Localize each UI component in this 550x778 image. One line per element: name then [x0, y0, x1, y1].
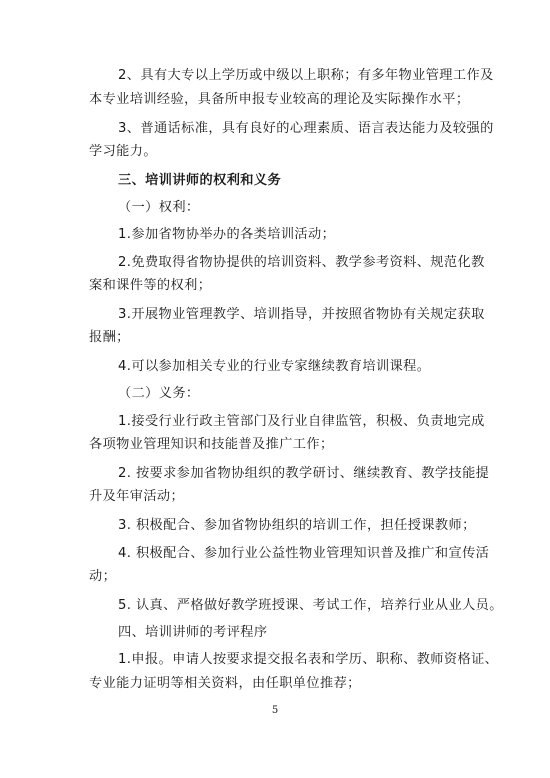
text-line: 3、普通话标准，具有良好的心理素质、语言表达能力及较强的: [118, 121, 494, 136]
subsection-heading: （二）义务：: [118, 386, 200, 401]
text-line: 2.免费取得省物协提供的培训资料、教学参考资料、规范化教: [118, 255, 485, 270]
text-line: 各项物业管理知识和技能普及推广工作；: [89, 437, 334, 452]
page-number: 5: [271, 705, 279, 716]
text-line: 报酬；: [89, 330, 130, 345]
text-line: 5. 认真、严格做好教学班授课、考试工作，培养行业从业人员。: [118, 598, 503, 613]
text-line: 案和课件等的权利；: [89, 278, 212, 293]
text-line: 专业能力证明等相关资料，由任职单位推荐；: [89, 676, 361, 691]
text-line: 3.开展物业管理教学、培训指导，并按照省物协有关规定获取: [118, 307, 485, 322]
text-line: 2、具有大专以上学历或中级以上职称；有多年物业管理工作及: [118, 68, 494, 83]
text-line: 1.参加省物协举办的各类培训活动；: [118, 227, 336, 242]
text-line: 动；: [89, 569, 117, 584]
text-line: 学习能力。: [89, 144, 157, 159]
text-line: 升及年审活动；: [89, 489, 185, 504]
text-line: 2. 按要求参加省物协组织的教学研讨、继续教育、教学技能提: [118, 466, 490, 481]
text-line: 4. 积极配合、参加行业公益性物业管理知识普及推广和宣传活: [118, 546, 490, 561]
section-heading: 三、培训讲师的权利和义务: [118, 173, 282, 188]
text-line: 3. 积极配合、参加省物协组织的培训工作，担任授课教师；: [118, 518, 476, 533]
text-line: 1.申报。申请人按要求提交报名表和学历、职称、教师资格证、: [118, 652, 499, 667]
text-line: 1.接受行业行政主管部门及行业自律监管，积极、负责地完成: [118, 414, 485, 429]
subsection-heading: （一）权利：: [118, 200, 200, 215]
text-line: 4.可以参加相关专业的行业专家继续教育培训课程。: [118, 359, 431, 374]
text-line: 本专业培训经验，具备所申报专业较高的理论及实际操作水平；: [89, 92, 470, 107]
section-heading: 四、培训讲师的考评程序: [118, 625, 268, 640]
